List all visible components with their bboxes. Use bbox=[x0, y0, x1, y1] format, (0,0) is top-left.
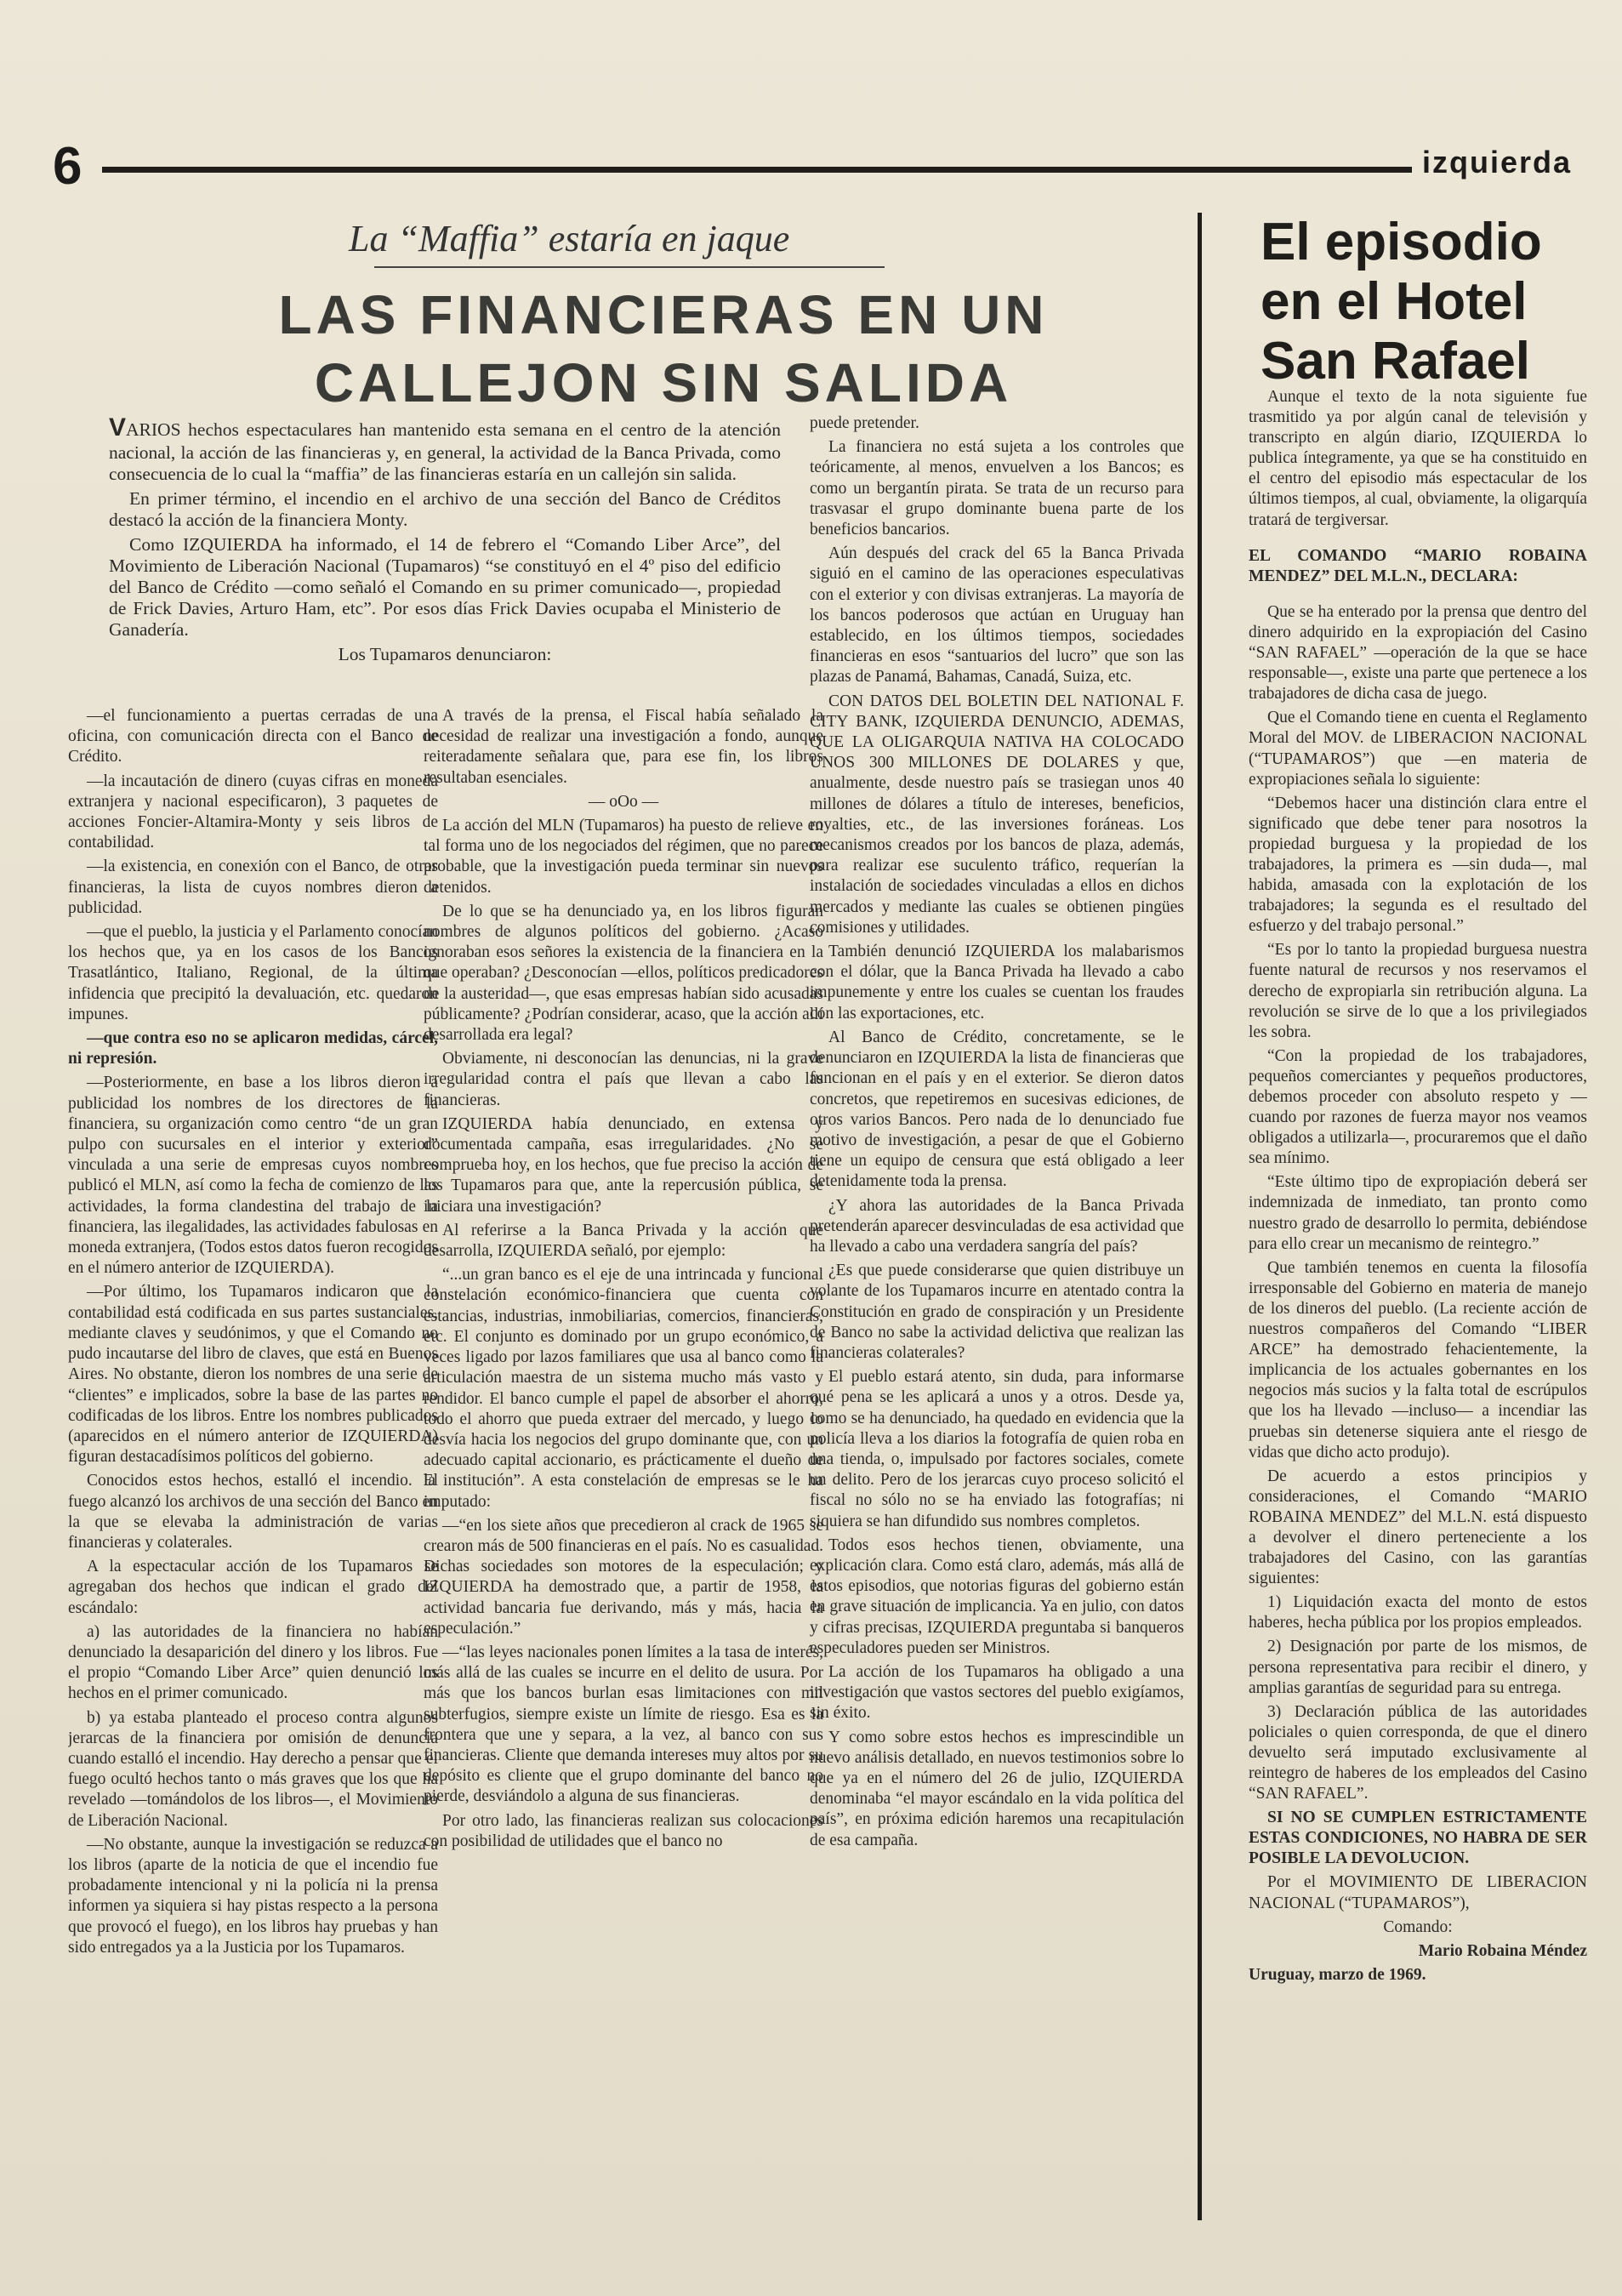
paragraph: El pueblo estará atento, sin duda, para informarse qué pena se les aplicará a unos y a otros. Desde ya, como se ha denunciado, ha quedado en evidencia que la policía lleva a los diarios la fotografía de quien roba en una tienda, o, impulsado por factores sociales, comete un delito. Pero de los jerarcas cuyo proceso solicitó el fiscal no sólo no se ha enviado las fotografías; ni siquiera se han difundido sus nombres completos. bbox=[810, 1368, 1184, 1530]
paragraph: Que se ha enterado por la prensa que dentro del dinero adquirido en la expropiación del Casino “SAN RAFAEL” —operación de la que se hace responsable—, existe una parte que pertenece a los trabajadores de dicha casa de juego. bbox=[1249, 602, 1587, 704]
paragraph: CON DATOS DEL BOLETIN DEL NATIONAL F. CITY BANK, IZQUIERDA DENUNCIO, ADEMAS, QUE LA OLIGARQUIA NATIVA HA COLOCADO UNOS 300 MILLONES DE DOLARES y que, anualmente, desde nuestro país se trasiegan unos 40 millones de dólares a título de intereses, beneficios, royalties, etc., de las inversiones foráneas. Los mecanismos creados por los bancos de plaza, además, para realizar ese suculento tráfico, requerían la instalación de sociedades vinculadas a ellos en dichos mercados y mediante las cuales se obtienen pingües comisiones y utilidades. bbox=[810, 692, 1184, 937]
paragraph: De lo que se ha denunciado ya, en los libros figuran nombres de algunos políticos del gobierno. ¿Acaso ignoraban esos señores la existencia de la financiera en la que operaban? ¿Desconocían —ellos, políticos predicadores de la austeridad—, que esas empresas habían sido acusadas públicamente? ¿Podrían considerar, acaso, que la acción allí desarrollada era legal? bbox=[424, 902, 823, 1045]
paragraph: SI NO SE CUMPLEN ESTRICTAMENTE ESTAS CONDICIONES, NO HABRA DE SER POSIBLE LA DEVOLUCION. bbox=[1249, 1809, 1587, 1868]
paragraph: Al referirse a la Banca Privada y la acción que desarrolla, IZQUIERDA señaló, por ejemplo: bbox=[424, 1221, 823, 1261]
paragraph: Que también tenemos en cuenta la filosofía irresponsable del Gobierno en materia de manejo de los dineros del pueblo. (La reciente acción de nuestros compañeros del Comando “LIBER ARCE” ha demostrado fehacientemente, la implicancia de los actuales gobernantes en los negocios más sucios y la falta total de escrúpulos que los ha llevado —incluso— a incendiar las pruebas sin detenerse siquiera ante el riesgo de vidas que dicho acto produjo). bbox=[1249, 1258, 1587, 1461]
paragraph: —que el pueblo, la justicia y el Parlamento conocían los hechos que, ya en los casos de los Bancos Trasatlántico, Italiano, Regional, de la última infidencia que precipitó la devaluación, etc. quedaron impunes. bbox=[68, 923, 438, 1023]
paragraph: b) ya estaba planteado el proceso contra algunos jerarcas de la financiera por omisión de denuncia cuando estalló el incendio. Hay derecho a pensar que el fuego ocultó hechos tanto o más graves que los que ha revelado —tomándolos de los libros—, el Movimiento de Liberación Nacional. bbox=[68, 1708, 438, 1830]
paragraph: —la incautación de dinero (cuyas cifras en moneda extranjera y nacional especificaron), 3 paquetes de acciones Foncier-Altamira-Monty y seis libros de contabilidad. bbox=[68, 772, 438, 852]
article-column-1 bbox=[68, 706, 438, 2203]
article-column-3 bbox=[810, 413, 1184, 2208]
paragraph: 1) Liquidación exacta del monto de estos haberes, hecha pública por los propios empleados. bbox=[1249, 1593, 1587, 1632]
paragraph: A través de la prensa, el Fiscal había señalado la necesidad de realizar una investigación a fondo, aunque reiteradamente señalara que, para ese fin, los libros resultaban esenciales. bbox=[424, 707, 823, 787]
paragraph: ¿Y ahora las autoridades de la Banca Privada pretenderán aparecer desvinculadas de esa actividad que ha llevado a cabo una verdadera sangría del país? bbox=[810, 1196, 1184, 1256]
paragraph: A la espectacular acción de los Tupamaros se agregaban dos hechos que indican el grado del escándalo: bbox=[68, 1558, 438, 1617]
paragraph: “Es por lo tanto la propiedad burguesa nuestra fuente natural de recursos y nos reservamos el derecho de expropiarla sin retribución alguna. La revolución se sirve de lo que a los privilegiados les sobra. bbox=[1249, 941, 1587, 1041]
paragraph: Y como sobre estos hechos es imprescindible un nuevo análisis detallado, en nuevos testimonios sobre lo que ya en el número del 26 de julio, IZQUIERDA denominaba “el mayor escándalo en la vida política del país”, en próxima edición haremos una recapitulación de esa campaña. bbox=[810, 1728, 1184, 1849]
paragraph: —el funcionamiento a puertas cerradas de una oficina, con comunicación directa con el Banco de Crédito. bbox=[68, 707, 438, 766]
article-column-2 bbox=[424, 706, 823, 2203]
paragraph: —Posteriormente, en base a los libros dieron a publicidad los nombres de los directores de la financiera, su organización como centro “de un gran pulpo con sucursales en el interior y exterior” vinculada a una serie de empresas cuyos nombres publicó el MLN, así como la fecha de comienzo de las actividades, la forma clandestina del trabajo de la financiera, las ilegalidades, las actividades fabulosas en moneda extranjera, (Todos estos datos fueron recogidos en el número anterior de IZQUIERDA). bbox=[68, 1074, 438, 1278]
paragraph: La acción de los Tupamaros ha obligado a una investigación que vastos sectores del pueblo exigíamos, sin éxito. bbox=[810, 1662, 1184, 1723]
intro-paragraph: En primer término, el incendio en el archivo de una sección del Banco de Créditos destacó la acción de la financiera Monty. bbox=[109, 488, 781, 530]
paragraph: La financiera no está sujeta a los controles que teóricamente, al menos, envuelven a los Bancos; es como un bergantín pirata. Se trata de un recurso para trasvasar el grupo dominante buena parte de los beneficios bancarios. bbox=[810, 438, 1184, 539]
paragraph: La acción del MLN (Tupamaros) ha puesto de relieve en tal forma uno de los negociados del régimen, que no parece probable, que la investigación pueda terminar sin nuevos detenidos. bbox=[424, 817, 823, 897]
signature-line: Comando: bbox=[1383, 1917, 1453, 1936]
paragraph: —Por último, los Tupamaros indicaron que la contabilidad está codificada en sus partes sustanciales, mediante claves y seudónimos, y que el Comando no pudo incautarse del libro de claves, que está en Buenos Aires. No obstante, dieron los nombres de una serie de “clientes” e implicados, sobre la base de las partes no codificadas de los libros. Entre los nombres publicados (aparecidos en el número anterior de IZQUIERDA) figuran destacadísimos políticos del gobierno. bbox=[68, 1283, 438, 1467]
sidebar-headline: El episodio en el Hotel San Rafael bbox=[1261, 213, 1542, 390]
paragraph: —que contra eso no se aplicaron medidas, cárcel, ni represión. bbox=[68, 1029, 438, 1068]
column-divider bbox=[1198, 213, 1202, 2220]
paragraph: 2) Designación por parte de los mismos, de persona representativa para recibir el dinero, y amplias garantías de seguridad para su entrega. bbox=[1249, 1638, 1587, 1697]
intro-paragraph: Como IZQUIERDA ha informado, el 14 de febrero el “Comando Liber Arce”, del Movimiento de Liberación Nacional (Tupamaros) “se constituyó en el 4º piso del edificio del Banco de Crédito —como señaló el Comando en su primer comunicado—, propiedad de Frick Davies, Arturo Ham, etc”. Por esos días Frick Davies ocupaba el Ministerio de Ganadería. bbox=[109, 534, 781, 640]
paragraph: También denunció IZQUIERDA los malabarismos con el dólar, que la Banca Privada ha llevado a cabo impunemente y entre los cuales se cuentan los fraudes con las exportaciones, etc. bbox=[810, 943, 1184, 1023]
dateline: Uruguay, marzo de 1969. bbox=[1249, 1965, 1426, 1984]
paragraph: —“las leyes nacionales ponen límites a la tasa de interés, más allá de las cuales se incurre en el delito de usura. Por más que los bancos burlan esas limitaciones con mil subterfugios, siempre existe un límite de riesgo. Esa es la frontera que une y separa, a la vez, al banco con sus financieras. Cliente que demanda intereses muy altos por su depósito es cliente que el grupo dominante del banco no pierde, desviándolo a alguna de sus financieras. bbox=[424, 1643, 823, 1806]
header-rule bbox=[102, 167, 1412, 173]
paragraph: De acuerdo a estos principios y consideraciones, el Comando “MARIO ROBAINA MENDEZ” del M.L.N. está dispuesto a devolver el dinero perteneciente a los trabajadores del Casino, con las garantías siguientes: bbox=[1249, 1467, 1587, 1588]
sidebar-subhead: EL COMANDO “MARIO ROBAINA MENDEZ” DEL M.L.N., DECLARA: bbox=[1249, 546, 1587, 585]
intro-paragraph: Los Tupamaros denunciaron: bbox=[338, 644, 552, 664]
paragraph: a) las autoridades de la financiera no habían denunciado la desaparición del dinero y los libros. Fue el propio “Comando Liber Arce” quien denunció los hechos en el primer comunicado. bbox=[68, 1622, 438, 1703]
paragraph: “Este último tipo de expropiación deberá ser indemnizada de inmediato, tan pronto como nuestro grado de desarrollo lo permita, debiéndose para ello crear un mecanismo de reintegro.” bbox=[1249, 1173, 1587, 1253]
dropcap: V bbox=[109, 413, 127, 442]
paragraph: Por el MOVIMIENTO DE LIBERACION NACIONAL (“TUPAMAROS”), bbox=[1249, 1873, 1587, 1912]
article-headline: LAS FINANCIERAS EN UN CALLEJON SIN SALIDA bbox=[278, 284, 1049, 413]
paragraph: ¿Es que puede considerarse que quien distribuye un volante de los Tupamaros incurre en atentado contra la Constitución en grado de conspiración y un Presidente de Banco no sabe la actividad delictiva que realizan las financieras colaterales? bbox=[810, 1262, 1184, 1362]
paragraph: —No obstante, aunque la investigación se reduzca a los libros (aparte de la noticia de que el incendio fue probadamente intencional y ni la policía ni la prensa informen ya siquiera si hay pistas respecto a la persona que provocó el fuego), en los libros hay pruebas y han sido entregados ya a la Justicia por los Tupamaros. bbox=[68, 1835, 438, 1957]
paragraph: “Debemos hacer una distinción clara entre el significado que debe tener para nosotros la propiedad burguesa y la propiedad de los trabajadores, la primera es —sin duda—, mal habida, amasada con la explotación de los trabajadores; la segunda es el resultado del esfuerzo y del trabajo personal.” bbox=[1249, 794, 1587, 936]
article-intro bbox=[109, 413, 781, 669]
paragraph: Obviamente, ni desconocían las denuncias, ni la grave irregularidad contra el país que llevan a cabo las financieras. bbox=[424, 1050, 823, 1109]
separator: — oOo — bbox=[588, 792, 659, 811]
signature-name: Mario Robaina Méndez bbox=[1418, 1941, 1587, 1960]
article-kicker: La “Maffia” estaría en jaque bbox=[349, 218, 790, 259]
paragraph: 3) Declaración pública de las autoridades policiales o quien corresponda, de que el dinero devuelto será imputado exclusivamente al reintegro de haberes de los empleados del Casino “SAN RAFAEL”. bbox=[1249, 1702, 1587, 1803]
paragraph: puede pretender. bbox=[810, 414, 919, 432]
paragraph: Al Banco de Crédito, concretamente, se le denunciaron en IZQUIERDA la lista de financieras que funcionan en el país y en el exterior. Se dieron datos concretos, que repetiremos en sucesivas ediciones, de otros varios Bancos. Pero nada de lo denunciado fue motivo de investigación, a pesar de que el Gobierno tiene un equipo de censura que está obligado a leer detenidamente toda la prensa. bbox=[810, 1028, 1184, 1191]
paragraph: —“en los siete años que precedieron al crack de 1965 se crearon más de 500 financieras en el país. No es casualidad. Dichas sociedades son motores de la especulación; y IZQUIERDA ha demostrado que, a partir de 1958, la actividad bancaria fue derivando, más y más, hacia la especulación.” bbox=[424, 1516, 823, 1638]
masthead: izquierda bbox=[1422, 145, 1573, 179]
paragraph: Por otro lado, las financieras realizan sus colocaciones con posibilidad de utilidades que el banco no bbox=[424, 1811, 823, 1850]
page-number: 6 bbox=[53, 137, 83, 196]
sidebar-intro: Aunque el texto de la nota siguiente fue trasmitido ya por algún canal de televisión y transcripto en algún diario, IZQUIERDA lo publica íntegramente, ya que se ha constituido en el centro del episodio más espectacular de los últimos tiempos, al cual, obviamente, la oligarquía tratará de tergiversar. bbox=[1249, 388, 1587, 529]
paragraph: Todos esos hechos tienen, obviamente, una explicación clara. Como está claro, además, más allá de estos episodios, que notorias figuras del gobierno están en grave situación de implicancia. Ya en julio, con datos y cifras precisas, IZQUIERDA preguntaba si banqueros especuladores pueden ser Ministros. bbox=[810, 1535, 1184, 1657]
sidebar-column bbox=[1249, 387, 1587, 2208]
paragraph: IZQUIERDA había denunciado, en extensa y documentada campaña, esas irregularidades. ¿No se comprueba hoy, en los hechos, que fue preciso la acción de los Tupamaros para que, ante la repercusión pública, se iniciara una investigación? bbox=[424, 1114, 823, 1216]
paragraph: —la existencia, en conexión con el Banco, de otras financieras, la lista de cuyos nombres dieron a publicidad. bbox=[68, 857, 438, 917]
kicker-rule bbox=[374, 266, 885, 268]
paragraph: Conocidos estos hechos, estalló el incendio. El fuego alcanzó los archivos de una sección del Banco en la que se elevaba la administración de varias financieras y colaterales. bbox=[68, 1472, 438, 1552]
intro-paragraph: VARIOS hechos espectaculares han mantenido esta semana en el centro de la atención nacional, la acción de las financieras y, en general, la actividad de la Banca Privada, como consecuencia de lo cual la “maffia” de las financieras estaría en un callejón sin salida. bbox=[109, 413, 781, 484]
paragraph: Aún después del crack del 65 la Banca Privada siguió en el camino de las operaciones especulativas con el exterior y con divisas extranjeras. La mayoría de los bancos poderosos que actúan en Uruguay han establecido, en los últimos tiempos, sociedades financieras en esos “santuarios del lucro” que son las plazas de Panamá, Bahamas, Canadá, Suiza, etc. bbox=[810, 544, 1184, 687]
paragraph: “Con la propiedad de los trabajadores, pequeños comerciantes y pequeños productores, debemos proceder con absoluto respeto y —cuando por razones de fuerza mayor nos veamos obligados a utilizarla—, procuraremos que el daño sea mínimo. bbox=[1249, 1046, 1587, 1168]
paragraph: Que el Comando tiene en cuenta el Reglamento Moral del MOV. de LIBERACION NACIONAL (“TUPAMAROS”) que —en materia de expropiaciones señala lo siguiente: bbox=[1249, 709, 1587, 789]
paragraph: “...un gran banco es el eje de una intrincada y funcional constelación económico-financiera que cuenta con estancias, industrias, inmobiliarias, comercios, financieras, etc. El conjunto es dominado por un grupo económico, a veces ligado por lazos familiares que usa al banco como la articulación maestra de un sistema mucho más vasto y rendidor. El banco cumple el papel de absorber el ahorro, todo el ahorro que pueda extraer del mercado, y luego lo desvía hacia los negocios del grupo dominante que, con un adecuado capital accionario, es prácticamente el dueño de la institución”. A esta constelación de empresas se le ha imputado: bbox=[424, 1266, 823, 1511]
